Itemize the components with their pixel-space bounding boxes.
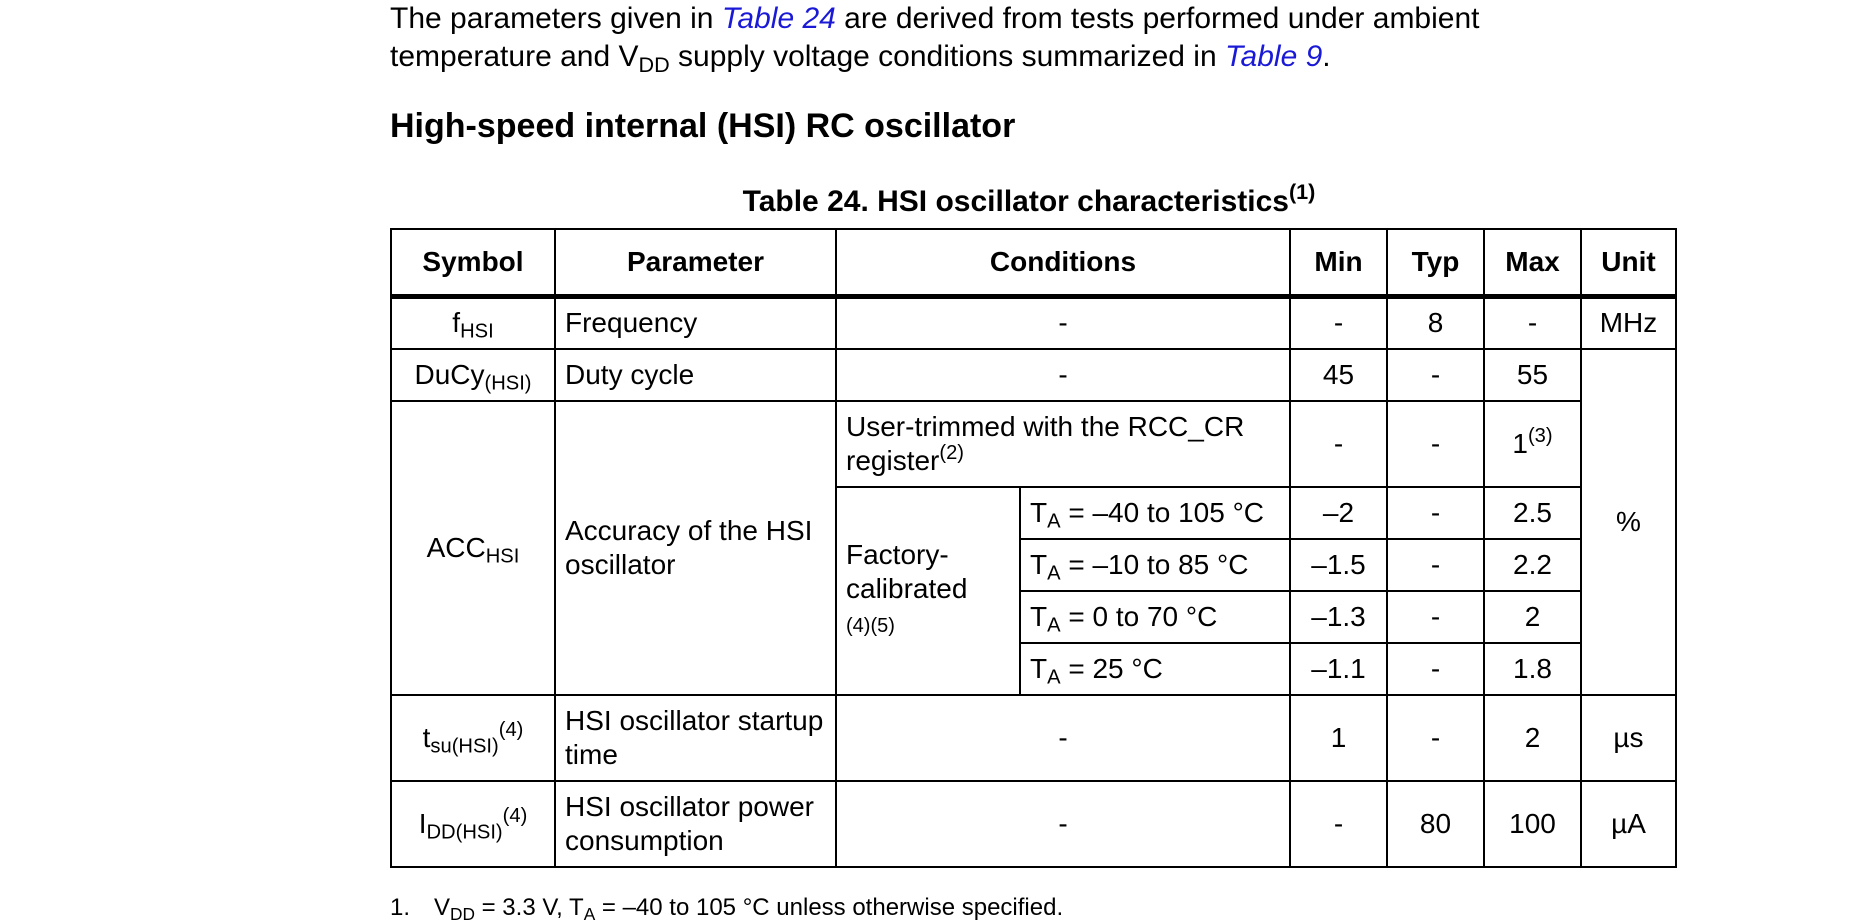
header-parameter: Parameter <box>555 229 836 297</box>
conditions-cell: - <box>836 781 1290 867</box>
footnote-ref: (3) <box>1527 424 1553 447</box>
header-min: Min <box>1290 229 1387 297</box>
footnote-number: 1. <box>390 894 411 921</box>
max-cell <box>1484 401 1581 487</box>
table-9-link[interactable]: Table 9 <box>1224 40 1323 73</box>
intro-text: supply voltage conditions summarized in <box>669 40 1225 73</box>
header-typ: Typ <box>1387 229 1484 297</box>
ta-symbol: T <box>1030 548 1048 580</box>
header-conditions: Conditions <box>836 229 1290 297</box>
temperature-cell <box>1020 591 1290 643</box>
footnote-text: = –40 to 105 °C unless otherwise specified. <box>595 894 1064 921</box>
temperature-range: = 0 to 70 °C <box>1060 600 1218 632</box>
max-cell: - <box>1484 297 1581 349</box>
symbol-subscript: DD(HSI) <box>426 821 503 844</box>
unit-cell: MHz <box>1581 297 1676 349</box>
table-row <box>391 349 1676 401</box>
ta-subscript: A <box>1047 562 1061 585</box>
footnote-ref: (4) <box>498 718 524 741</box>
table-row <box>391 695 1676 781</box>
factory-calibrated-text: Factory-calibrated <box>846 539 968 604</box>
parameter-cell: Frequency <box>555 297 836 349</box>
footnote-subscript: DD <box>450 903 475 924</box>
ta-subscript: A <box>1047 510 1061 533</box>
max-cell: 100 <box>1484 781 1581 867</box>
footnote-text: V <box>434 894 451 921</box>
intro-text: The parameters given in <box>390 2 722 35</box>
intro-text: temperature and V <box>390 40 639 73</box>
table-caption-text: Table 24. HSI oscillator characteristics <box>742 185 1289 218</box>
symbol-subscript: su(HSI) <box>430 735 499 758</box>
symbol-text: t <box>422 721 431 753</box>
unit-cell: µA <box>1581 781 1676 867</box>
symbol-text: DuCy <box>414 358 485 390</box>
section-title: High-speed internal (HSI) RC oscillator <box>390 107 1016 145</box>
footnote-ref: (4)(5) <box>846 615 895 637</box>
intro-paragraph <box>390 0 1590 76</box>
max-cell: 2.5 <box>1484 487 1581 539</box>
typ-cell: - <box>1387 591 1484 643</box>
unit-cell: µs <box>1581 695 1676 781</box>
ta-symbol: T <box>1030 496 1048 528</box>
max-cell: 2.2 <box>1484 539 1581 591</box>
max-cell: 55 <box>1484 349 1581 401</box>
temperature-cell <box>1020 487 1290 539</box>
symbol-cell <box>391 297 555 349</box>
symbol-text: f <box>452 307 461 339</box>
parameter-cell: HSI oscillator power consumption <box>555 781 836 867</box>
user-trimmed-text: User-trimmed with the RCC_CR register <box>846 410 1245 476</box>
table-row <box>391 781 1676 867</box>
conditions-cell: - <box>836 695 1290 781</box>
footnote-ref: (4) <box>502 804 528 827</box>
max-cell: 2 <box>1484 591 1581 643</box>
footnote-subscript: A <box>583 903 596 924</box>
typ-cell: - <box>1387 539 1484 591</box>
typ-cell: 8 <box>1387 297 1484 349</box>
hsi-characteristics-table <box>390 228 1677 868</box>
parameter-cell: Duty cycle <box>555 349 836 401</box>
symbol-cell <box>391 781 555 867</box>
caption-footnote-ref: (1) <box>1288 179 1316 205</box>
symbol-text: ACC <box>426 531 486 563</box>
conditions-cell: - <box>836 297 1290 349</box>
min-cell: 45 <box>1290 349 1387 401</box>
min-cell: –1.3 <box>1290 591 1387 643</box>
footnote-ref: (2) <box>939 441 965 464</box>
typ-cell: - <box>1387 349 1484 401</box>
header-max: Max <box>1484 229 1581 297</box>
min-cell: - <box>1290 297 1387 349</box>
typ-cell: - <box>1387 643 1484 695</box>
min-cell: –1.5 <box>1290 539 1387 591</box>
intro-text: . <box>1322 40 1331 73</box>
symbol-cell <box>391 695 555 781</box>
conditions-cell: - <box>836 349 1290 401</box>
footnote-text: = 3.3 V, T <box>474 894 584 921</box>
intro-text: are derived from tests performed under ambient <box>835 2 1480 35</box>
ta-symbol: T <box>1030 600 1048 632</box>
min-cell: –1.1 <box>1290 643 1387 695</box>
vdd-subscript: DD <box>638 52 670 78</box>
temperature-cell <box>1020 643 1290 695</box>
max-cell: 1.8 <box>1484 643 1581 695</box>
temperature-range: = 25 °C <box>1060 652 1163 684</box>
symbol-text: I <box>418 807 427 839</box>
max-cell: 2 <box>1484 695 1581 781</box>
ta-subscript: A <box>1047 614 1061 637</box>
header-unit: Unit <box>1581 229 1676 297</box>
parameter-cell: Accuracy of the HSI oscillator <box>555 401 836 695</box>
typ-cell: 80 <box>1387 781 1484 867</box>
unit-cell: % <box>1581 349 1676 695</box>
typ-cell: - <box>1387 695 1484 781</box>
symbol-cell <box>391 349 555 401</box>
ta-subscript: A <box>1047 666 1061 689</box>
header-symbol: Symbol <box>391 229 555 297</box>
table-row <box>391 297 1676 349</box>
typ-cell: - <box>1387 487 1484 539</box>
min-cell: 1 <box>1290 695 1387 781</box>
ta-symbol: T <box>1030 652 1048 684</box>
table-footnote <box>390 893 1063 923</box>
table-caption <box>390 179 1668 222</box>
conditions-cell <box>836 401 1290 487</box>
table-header-row <box>391 229 1676 297</box>
symbol-subscript: HSI <box>460 320 494 343</box>
table-row <box>391 401 1676 487</box>
temperature-cell <box>1020 539 1290 591</box>
factory-calibrated-cell <box>836 487 1020 695</box>
typ-cell: - <box>1387 401 1484 487</box>
min-cell: –2 <box>1290 487 1387 539</box>
min-cell: - <box>1290 781 1387 867</box>
symbol-subscript: HSI <box>485 545 520 568</box>
min-cell: - <box>1290 401 1387 487</box>
table-24-link[interactable]: Table 24 <box>721 2 836 35</box>
temperature-range: = –40 to 105 °C <box>1060 496 1265 528</box>
symbol-cell <box>391 401 555 695</box>
temperature-range: = –10 to 85 °C <box>1060 548 1249 580</box>
symbol-subscript: (HSI) <box>484 372 532 395</box>
max-value: 1 <box>1512 427 1528 459</box>
parameter-cell: HSI oscillator startup time <box>555 695 836 781</box>
